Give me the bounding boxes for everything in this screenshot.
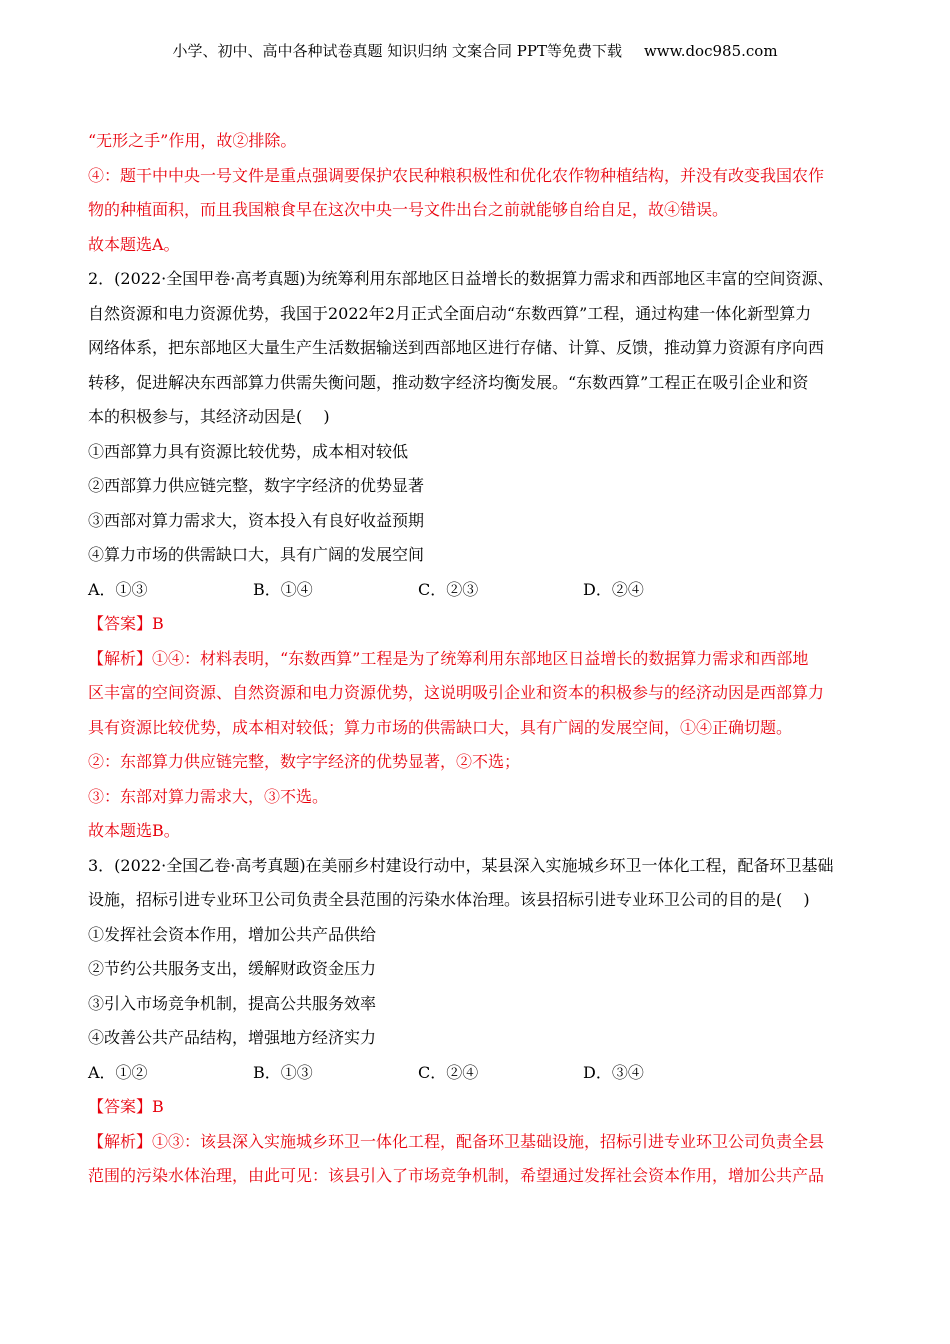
q3-analysis-line-1: 【解析】①③：该县深入实施城乡环卫一体化工程，配备环卫基础设施，招标引进专业环卫公司负责全县 — [88, 1131, 825, 1151]
q3-item-4: ④改善公共产品结构，增强地方经济实力 — [88, 1028, 377, 1047]
q3-option-c: C．②④ — [418, 1062, 479, 1082]
q2-item-1: ①西部算力具有资源比较优势，成本相对较低 — [88, 441, 409, 461]
q3-item-2: ②节约公共服务支出，缓解财政资金压力 — [88, 959, 377, 978]
q2-options — [88, 573, 860, 608]
header-text: 小学、初中、高中各种试卷真题 知识归纳 文案合同 PPT等免费下载 — [172, 42, 622, 60]
q2-analysis-line-3: 具有资源比较优势，成本相对较低；算力市场的供需缺口大，具有广阔的发展空间，①④正确切题。 — [88, 717, 793, 737]
prev-analysis-line-3: 物的种植面积，而且我国粮食早在这次中央一号文件出台之前就能够自给自足，故④错误。 — [88, 200, 729, 219]
prev-conclusion: 故本题选A。 — [88, 234, 180, 254]
q3-stem-line-2: 设施，招标引进专业环卫公司负责全县范围的污染水体治理。该县招标引进专业环卫公司的目的是( ) — [88, 890, 810, 909]
q2-answer: 【答案】B — [88, 614, 164, 633]
q2-conclusion: 故本题选B。 — [88, 821, 180, 840]
q2-option-d: D．②④ — [583, 579, 644, 599]
q2-option-b: B．①④ — [253, 579, 313, 599]
q3-option-d: D．③④ — [583, 1062, 644, 1082]
q2-analysis-line-5: ③：东部对算力需求大，③不选。 — [88, 786, 329, 806]
q2-stem-line-3: 网络体系，把东部地区大量生产生活数据输送到西部地区进行存储、计算、反馈，推动算力资源有序向西 — [88, 338, 825, 357]
q3-option-a: A．①② — [88, 1062, 148, 1082]
q3-options — [88, 1056, 860, 1091]
q2-stem-line-2: 自然资源和电力资源优势，我国于2022年2月正式全面启动“东数西算”工程，通过构建一体化新型算力 — [88, 303, 812, 323]
q2-analysis-line-1: 【解析】①④：材料表明，“东数西算”工程是为了统筹利用东部地区日益增长的数据算力需求和西部地 — [88, 648, 809, 668]
q2-item-3: ③西部对算力需求大，资本投入有良好收益预期 — [88, 510, 425, 530]
q3-option-b: B．①③ — [253, 1062, 313, 1082]
q3-stem-line-1: 3．(2022·全国乙卷·高考真题)在美丽乡村建设行动中，某县深入实施城乡环卫一体化工程，配备环卫基础 — [88, 855, 834, 875]
q2-option-c: C．②③ — [418, 579, 479, 599]
prev-analysis-line-1: “无形之手”作用，故②排除。 — [88, 131, 297, 150]
q2-option-a: A．①③ — [88, 579, 148, 599]
q2-stem-line-1: 2．(2022·全国甲卷·高考真题)为统筹利用东部地区日益增长的数据算力需求和西部地区丰富的空间资源、 — [88, 269, 834, 288]
header-site-link[interactable]: www.doc985.com — [643, 42, 778, 60]
q3-item-3: ③引入市场竞争机制，提高公共服务效率 — [88, 993, 377, 1013]
q2-analysis-line-4: ②：东部算力供应链完整，数字字经济的优势显著，②不选； — [88, 752, 521, 771]
q3-answer: 【答案】B — [88, 1097, 164, 1116]
prev-analysis-line-2: ④：题干中中央一号文件是重点强调要保护农民种粮积极性和优化农作物种植结构，并没有改变我国农作 — [88, 165, 825, 185]
document-body — [88, 124, 860, 1194]
q2-stem-line-5: 本的积极参与，其经济动因是( ) — [88, 407, 330, 426]
q3-item-1: ①发挥社会资本作用，增加公共产品供给 — [88, 924, 377, 944]
page-header — [0, 40, 950, 61]
q2-analysis-line-2: 区丰富的空间资源、自然资源和电力资源优势，这说明吸引企业和资本的积极参与的经济动因是西部算力 — [88, 683, 825, 702]
q2-stem-line-4: 转移，促进解决东西部算力供需失衡问题，推动数字经济均衡发展。“东数西算”工程正在吸引企业和资 — [88, 372, 809, 392]
q2-item-4: ④算力市场的供需缺口大，具有广阔的发展空间 — [88, 545, 425, 564]
q2-item-2: ②西部算力供应链完整，数字字经济的优势显著 — [88, 476, 425, 495]
q3-analysis-line-2: 范围的污染水体治理，由此可见：该县引入了市场竞争机制，希望通过发挥社会资本作用，增加公共产品 — [88, 1166, 825, 1185]
